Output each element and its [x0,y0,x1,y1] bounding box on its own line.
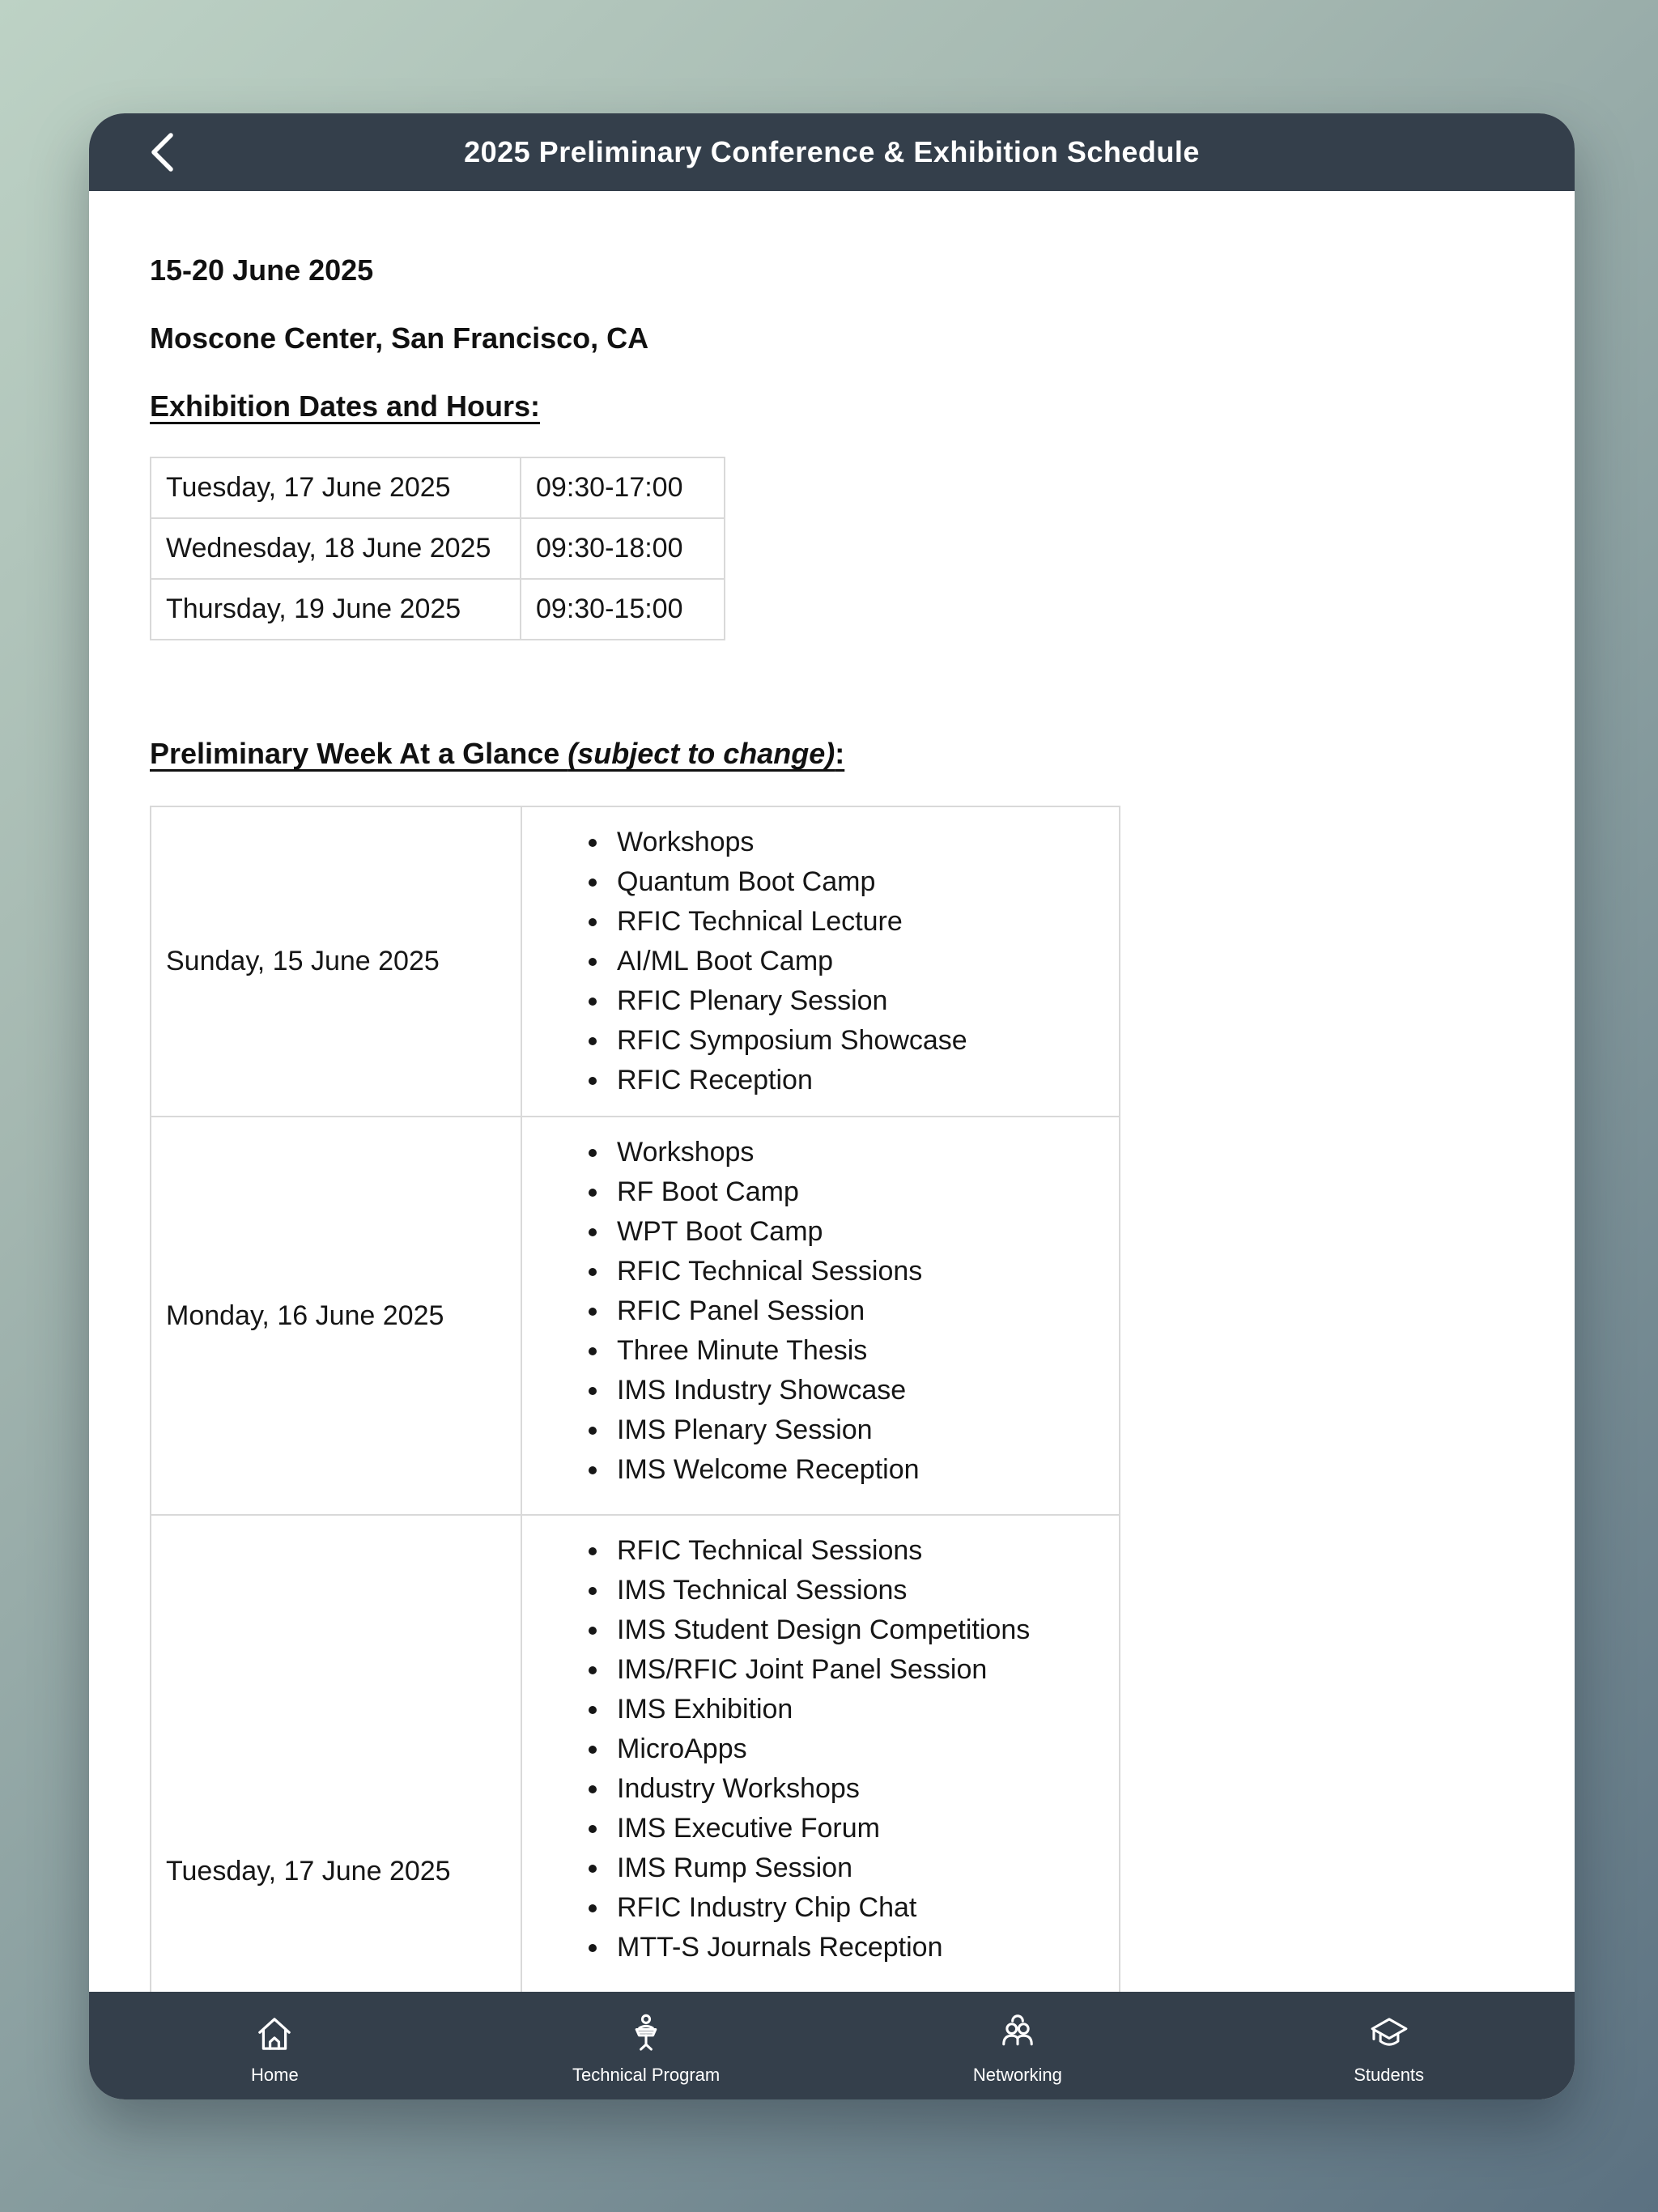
list-item: • RFIC Industry Chip Chat [610,1888,1118,1928]
list-item: • RFIC Technical Sessions [610,1252,1118,1291]
table-row [151,457,725,518]
table-row [151,806,1120,1117]
day-label: Monday, 16 June 2025 [151,1117,521,1515]
list-item: • IMS Executive Forum [610,1809,1118,1848]
week-at-a-glance-heading: Preliminary Week At a Glance (subject to change): [150,737,845,770]
exhibition-day: Tuesday, 17 June 2025 [151,457,521,518]
home-icon [251,2010,298,2057]
table-row [151,579,725,640]
list-item: • AI/ML Boot Camp [610,942,1118,981]
tab-students[interactable] [1203,2010,1575,2085]
exhibition-hours: 09:30-17:00 [521,457,725,518]
list-item: • IMS Exhibition [610,1690,1118,1729]
conference-venue: Moscone Center, San Francisco, CA [150,321,649,355]
day-events [521,1117,1120,1515]
list-item: • IMS/RFIC Joint Panel Session [610,1650,1118,1690]
list-item: • WPT Boot Camp [610,1212,1118,1252]
table-row [151,518,725,579]
list-item: • Workshops [610,823,1118,862]
event-list [523,1133,1118,1490]
table-row [151,1117,1120,1515]
list-item: • RFIC Reception [610,1061,1118,1100]
list-item: • IMS Student Design Competitions [610,1610,1118,1650]
day-events [521,1515,1120,1992]
list-item: • RFIC Symposium Showcase [610,1021,1118,1061]
list-item: • IMS Plenary Session [610,1410,1118,1450]
list-item: • RFIC Plenary Session [610,981,1118,1021]
chevron-left-icon [147,131,177,173]
tab-label: Home [251,2064,299,2085]
tab-label: Networking [972,2064,1062,2085]
list-item: • MicroApps [610,1729,1118,1769]
exhibition-hours-heading: Exhibition Dates and Hours: [150,389,541,423]
list-item: • Quantum Boot Camp [610,862,1118,902]
event-list [523,1531,1118,1967]
people-group-icon [994,2010,1041,2057]
back-button[interactable] [139,126,185,178]
graduation-cap-icon [1366,2010,1413,2057]
tab-home[interactable] [89,2010,461,2085]
list-item: • Workshops [610,1133,1118,1172]
exhibition-hours: 09:30-18:00 [521,518,725,579]
list-item: • RF Boot Camp [610,1172,1118,1212]
exhibition-hours: 09:30-15:00 [521,579,725,640]
list-item: • RFIC Technical Lecture [610,902,1118,942]
list-item: • IMS Technical Sessions [610,1571,1118,1610]
list-item: • Industry Workshops [610,1769,1118,1809]
list-item: • IMS Industry Showcase [610,1371,1118,1410]
page-title: 2025 Preliminary Conference & Exhibition Schedule [464,135,1200,168]
event-list [523,823,1118,1100]
app-window [89,113,1575,2099]
table-row [151,1515,1120,1992]
tab-label: Technical Program [572,2064,721,2085]
conference-date-range: 15-20 June 2025 [150,253,374,287]
day-label: Tuesday, 17 June 2025 [151,1515,521,1992]
list-item: • IMS Welcome Reception [610,1450,1118,1490]
tab-label: Students [1354,2064,1425,2085]
tab-bar [89,1992,1575,2099]
list-item: • RFIC Technical Sessions [610,1531,1118,1571]
week-at-a-glance-table [150,806,1120,1992]
day-label: Sunday, 15 June 2025 [151,806,521,1117]
list-item: • Three Minute Thesis [610,1331,1118,1371]
list-item: • RFIC Panel Session [610,1291,1118,1331]
day-events [521,806,1120,1117]
content-scroll-area[interactable] [89,191,1575,1992]
navigation-bar [89,113,1575,191]
exhibition-hours-table [150,457,725,640]
tab-networking[interactable] [832,2010,1204,2085]
exhibition-day: Thursday, 19 June 2025 [151,579,521,640]
list-item: • IMS Rump Session [610,1848,1118,1888]
podium-speaker-icon [623,2010,670,2057]
list-item: • MTT-S Journals Reception [610,1928,1118,1967]
tab-technical-program[interactable] [461,2010,832,2085]
exhibition-day: Wednesday, 18 June 2025 [151,518,521,579]
